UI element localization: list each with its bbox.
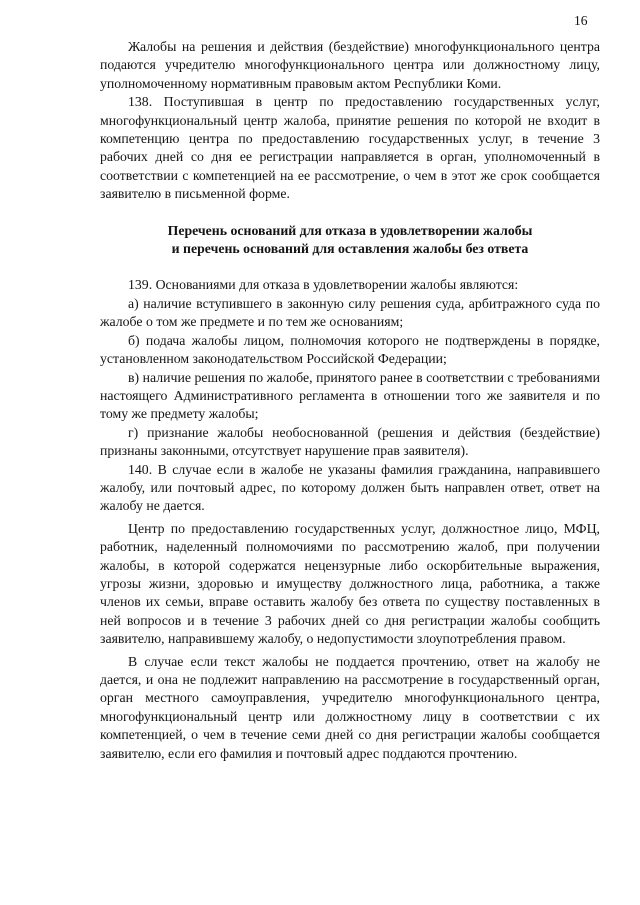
document-body [100,38,600,763]
page-number: 16 [574,13,588,28]
list-item-a: а) наличие вступившего в законную силу решения суда, арбитражного суда по жалобе о том же предмете и по тем же основаниям; [100,295,600,330]
section-heading-line-1: Перечень оснований для отказа в удовлетворении жалобы [167,222,533,238]
paragraph-139: 139. Основаниями для отказа в удовлетворении жалобы являются: [128,277,519,293]
paragraph-unreadable: В случае если текст жалобы не поддается прочтению, ответ на жалобу не дается, и она не подлежит направлению на рассмотрение в государственный орган, орган местного самоуправления, учредителю многофункционального центра, многофункциональный центр или должностному лицу в соответствии с их компетенцией, о чем в течение семи дней со дня регистрации жалобы сообщается заявителю, если его фамилия и почтовый адрес поддаются прочтению. [100,653,600,761]
section-heading [100,222,600,259]
paragraph-mfc-complaints: Жалобы на решения и действия (бездействие) многофункционального центра подаются учредителю многофункционального центра или должностному лицу, уполномоченному нормативным правовым актом Республики Коми. [100,39,600,91]
list-item-v: в) наличие решения по жалобе, принятого ранее в соответствии с требованиями настоящего Административного регламента в отношении того же заявителя и по тому же предмету жалобы; [100,369,600,422]
paragraph-center-obscene: Центр по предоставлению государственных услуг, должностное лицо, МФЦ, работник, наделенный полномочиями по рассмотрению жалоб, при получении жалобы, в которой содержатся нецензурные либо оскорбительные выражения, угрозы жизни, здоровью и имуществу должностного лица, работника, а также членов их семьи, вправе оставить жалобу без ответа по существу поставленных в ней вопросов и в течение 3 рабочих дней со дня регистрации жалобы сообщить заявителю, направившему жалобу, о недопустимости злоупотребления правом. [100,520,600,647]
paragraph-138: 138. Поступившая в центр по предоставлению государственных услуг, многофункциональный центр жалоба, принятие решения по которой не входит в компетенцию центра по предоставлению государственных услуг, в течение 3 рабочих дней со дня ее регистрации направляется в орган, уполномоченный в соответствии с компетенцией на ее рассмотрение, о чем в этот же срок сообщается заявителю в письменной форме. [100,94,600,202]
section-heading-line-2: и перечень оснований для оставления жалобы без ответа [171,241,529,257]
list-item-g: г) признание жалобы необоснованной (решения и действия (бездействие) признаны законными, отсутствует нарушение прав заявителя). [100,424,600,459]
list-item-b: б) подача жалобы лицом, полномочия которого не подтверждены в порядке, установленном законодательством Российской Федерации; [100,332,600,367]
paragraph-140: 140. В случае если в жалобе не указаны фамилия гражданина, направившего жалобу, или почтовый адрес, по которому должен быть направлен ответ, ответ на жалобу не дается. [100,461,600,514]
